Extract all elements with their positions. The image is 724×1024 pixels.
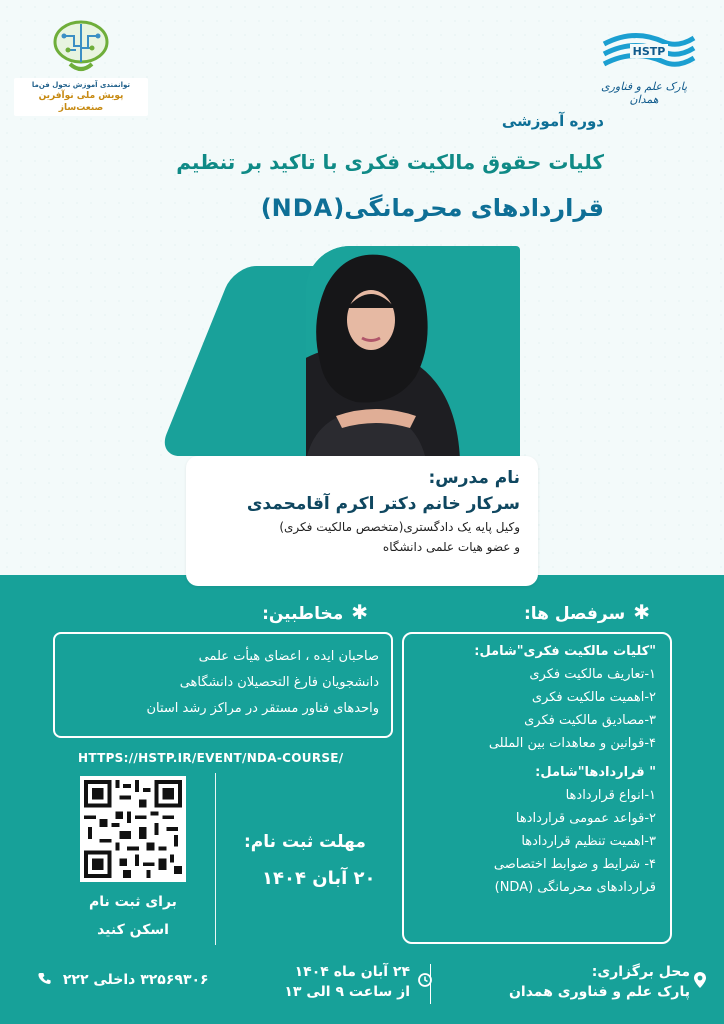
location-icon xyxy=(694,972,706,992)
instructor-name: سرکار خانم دکتر اکرم آقامحمدی xyxy=(246,494,520,514)
venue xyxy=(509,962,690,1002)
audience-line1: صاحبان ایده ، اعضای هیأت علمی xyxy=(198,649,379,664)
qr-caption-line2: اسکن کنید xyxy=(97,922,169,938)
list-item: ۲-اهمیت مالکیت فکری xyxy=(531,690,656,705)
qr-caption xyxy=(70,888,196,944)
list-item: ۲-قواعد عمومی قراردادها xyxy=(515,811,656,826)
qr-code[interactable] xyxy=(80,776,186,882)
left-logo xyxy=(14,18,148,114)
star-icon: ✱ xyxy=(633,600,650,624)
syllabus-heading-text: سرفصل ها: xyxy=(523,604,626,624)
syllabus-heading xyxy=(524,600,650,624)
clock-icon xyxy=(418,972,432,991)
right-logo xyxy=(592,22,696,106)
list-item: ۴-قوانین و معاهدات بین المللی xyxy=(488,736,656,751)
phone-number[interactable] xyxy=(38,972,209,988)
venue-value: پارک علم و فناوری همدان xyxy=(508,984,690,1000)
event-date xyxy=(262,962,410,1002)
audience-heading xyxy=(262,600,368,624)
list-item: ۳-مصادیق مالکیت فکری xyxy=(524,713,656,728)
list-item: قراردادهای محرمانگی (NDA) xyxy=(494,880,656,895)
course-title-line2: قراردادهای محرمانگی(NDA) xyxy=(260,194,604,222)
audience-heading-text: مخاطبین: xyxy=(262,604,344,624)
phone-text: ۳۲۵۶۹۳۰۶ داخلی ۲۲۲ xyxy=(62,972,209,988)
syllabus-group1-title: "کلیات مالکیت فکری"شامل: xyxy=(474,644,656,659)
list-item: ۱-انواع قراردادها xyxy=(565,788,656,803)
hstp-brand-text: HSTP xyxy=(632,45,666,58)
deadline-label: مهلت ثبت نام: xyxy=(244,832,366,852)
instructor-photo xyxy=(306,246,520,460)
list-item: ۱-تعاریف مالکیت فکری xyxy=(529,667,656,682)
audience-box xyxy=(53,632,393,738)
instructor-desc1: وکیل پایه یک دادگستری(متخصص مالکیت فکری) xyxy=(279,520,520,534)
divider xyxy=(215,773,216,945)
star-icon: ✱ xyxy=(351,600,368,624)
venue-label: محل برگزاری: xyxy=(591,964,690,980)
left-logo-line2: پویش ملی نوآفرین صنعت‌ساز xyxy=(38,91,124,113)
list-item: ۳-اهمیت تنظیم قراردادها xyxy=(521,834,656,849)
instructor-photo-area xyxy=(196,246,526,468)
instructor-label: نام مدرس: xyxy=(428,468,520,488)
qr-caption-line1: برای ثبت نام xyxy=(89,894,177,910)
phone-icon xyxy=(38,972,52,988)
right-logo-caption: پارک علم و فناوری همدان xyxy=(600,80,688,106)
brain-logo-icon xyxy=(48,18,114,74)
hstp-logo-icon xyxy=(600,30,696,74)
audience-line2: دانشجویان فارغ التحصیلان دانشگاهی xyxy=(179,675,379,690)
registration-url[interactable]: HTTPS://HSTP.IR/EVENT/NDA-COURSE/ xyxy=(78,751,344,765)
syllabus-group2-title: " قراردادها"شامل: xyxy=(535,765,656,780)
deadline-value: ۲۰ آبان ۱۴۰۴ xyxy=(262,868,376,889)
left-logo-line1: توانمندی آموزش نحول فن‌ما xyxy=(31,81,131,89)
course-title-line1: کلیات حقوق مالکیت فکری با تاکید بر تنظیم xyxy=(176,150,604,174)
audience-line3: واحدهای فناور مستقر در مراکز رشد استان xyxy=(146,701,379,716)
footer xyxy=(0,956,724,1016)
instructor-desc2: و عضو هیات علمی دانشگاه xyxy=(382,540,520,554)
course-label: دوره آموزشی xyxy=(501,112,604,130)
list-item: ۴- شرایط و ضوابط اختصاصی xyxy=(493,857,656,872)
left-logo-text xyxy=(14,78,148,116)
event-date-line2: از ساعت ۹ الی ۱۳ xyxy=(284,984,410,1000)
syllabus-box xyxy=(402,632,672,944)
instructor-card xyxy=(186,456,538,586)
event-date-line1: ۲۴ آبان ماه ۱۴۰۴ xyxy=(294,964,410,980)
